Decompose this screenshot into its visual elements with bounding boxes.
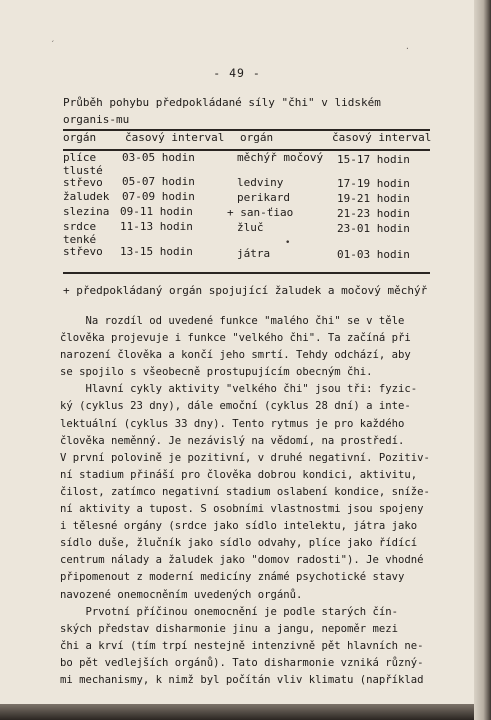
table-bottom-rule — [63, 272, 430, 274]
table-title: Průběh pohybu předpokládané síly "čhi" v lidském organis-mu — [63, 96, 381, 126]
body-line: se spojilo s všeobecně prostupujícím obecným čhi. — [60, 366, 373, 379]
body-line: narození člověka a končí jeho smrtí. Tehdy odchází, aby — [60, 349, 411, 362]
body-line: Prvotní příčinou onemocnění je podle starých čín- — [60, 605, 399, 618]
header-organ-1: orgán — [63, 131, 97, 144]
body-line: V první polovině je pozitivní, v druhé negativní. Pozitiv- — [60, 451, 430, 464]
table-cell-organ: ledviny — [237, 176, 284, 189]
body-line: člověka projevuje i funkce "velkého čhi". Ta začíná při — [60, 332, 411, 345]
book-page-edge — [474, 0, 491, 720]
body-line: ských představ disharmonie jinu a jangu, nepoměr mezi — [60, 622, 399, 635]
table-cell-organ: tlusté střevo — [63, 164, 103, 189]
body-line: lektuální (cyklus 33 dny). Tento rytmus je pro každého — [60, 417, 405, 430]
body-line: mi mechanismy, k nimž byl počítán vliv klimatu (například — [60, 673, 424, 686]
table-cell-organ: žaludek — [63, 190, 110, 203]
table-cell-interval: 23-01 hodin — [337, 222, 410, 235]
body-line: centrum nálady a žaludek jako "domov radosti"). Je vhodné — [60, 554, 424, 567]
body-line: člověka neměnný. Je nezávislý na vědomí, na prostředí. — [60, 434, 405, 447]
body-line: i tělesné orgány (srdce jako sídlo intelektu, játra jako — [60, 520, 418, 533]
table-cell-organ: měchýř močový — [237, 151, 324, 164]
paper-speck: · — [405, 44, 410, 53]
body-text — [60, 313, 430, 689]
table-cell-organ: srdce — [63, 220, 97, 233]
body-line: ký (cyklus 23 dny), dále emoční (cyklus 28 dní) a inte- — [60, 400, 411, 413]
table-footnote: + předpokládaný orgán spojující žaludek a močový měchýř — [63, 284, 428, 297]
body-line: Hlavní cykly aktivity "velkého čhi" jsou tři: fyzic- — [60, 383, 418, 396]
table-cell-interval: 01-03 hodin — [337, 248, 410, 261]
body-line: čilost, zatímco negativní stadium oslabení kondice, sníže- — [60, 485, 430, 498]
table-cell-interval: 07-09 hodin — [122, 190, 195, 203]
header-organ-2: orgán — [240, 131, 274, 144]
page-number: - 49 - — [213, 66, 261, 80]
table-cell-interval: 05-07 hodin — [122, 175, 195, 188]
body-line: ní stadium přináší pro člověka dobrou kondici, aktivitu, — [60, 468, 418, 481]
body-line: navozené onemocněním uvedených orgánů. — [60, 588, 303, 601]
table-cell-organ: slezina — [63, 205, 110, 218]
header-interval-2: časový interval — [332, 131, 432, 144]
table-cell-organ: játra — [237, 247, 271, 260]
body-line: sídlo duše, žlučník jako sídlo odvahy, plíce jako řídící — [60, 537, 418, 550]
table-cell-organ: + san-ťiao — [227, 206, 294, 219]
table-cell-organ: tenké střevo — [63, 233, 103, 258]
body-line: Na rozdíl od uvedené funkce "malého čhi" se v těle — [60, 315, 405, 327]
ink-dot: • — [285, 238, 291, 248]
header-interval-1: časový interval — [125, 131, 225, 144]
table-cell-organ: plíce — [63, 151, 97, 164]
body-line: připomenout z moderní medicíny známé psychotické stavy — [60, 571, 405, 584]
table-cell-organ: perikard — [237, 191, 290, 204]
body-line: čhi a krví (tím trpí nestejně intenzivně pět hlavních ne- — [60, 639, 424, 652]
table-cell-interval: 21-23 hodin — [337, 207, 410, 220]
table-cell-interval: 03-05 hodin — [122, 151, 195, 164]
table-cell-organ: žluč — [237, 221, 264, 234]
table-cell-interval: 13-15 hodin — [120, 245, 193, 258]
table-cell-interval: 15-17 hodin — [337, 153, 410, 166]
body-line: bo pět vedlejších orgánů). Tato disharmonie vzniká různý- — [60, 656, 424, 669]
table-cell-interval: 17-19 hodin — [337, 177, 410, 190]
table-cell-interval: 09-11 hodin — [120, 205, 193, 218]
page-bottom-shadow — [0, 704, 474, 720]
body-line: ní aktivity a tupost. S osobními vlastnostmi jsou spojeny — [60, 503, 424, 516]
paper-speck: ´ — [50, 40, 55, 49]
table-cell-interval: 11-13 hodin — [120, 220, 193, 233]
table-cell-interval: 19-21 hodin — [337, 192, 410, 205]
